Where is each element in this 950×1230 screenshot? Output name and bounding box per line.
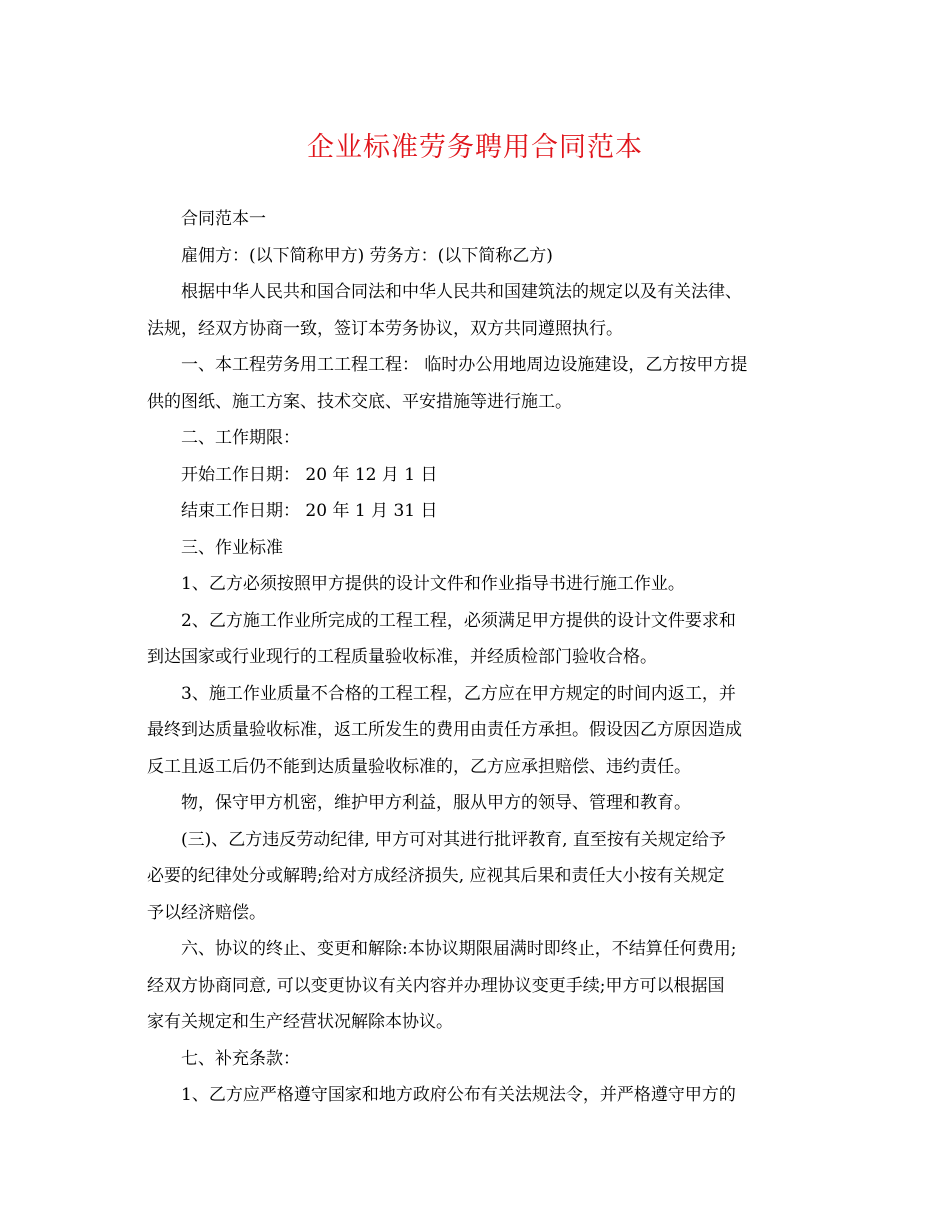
paragraph [147, 493, 807, 530]
paragraph-line: 予以经济赔偿。 [147, 902, 266, 923]
paragraph [147, 822, 807, 932]
paragraph [147, 1041, 807, 1078]
paragraph [147, 931, 807, 1041]
paragraph-line: 法规，经双方协商一致，签订本劳务协议，双方共同遵照执行。 [147, 318, 623, 339]
paragraph [147, 1077, 807, 1114]
paragraph [147, 420, 807, 457]
paragraph-line: 必要的纪律处分或解聘;给对方成经济损失, 应视其后果和责任大小按有关规定 [147, 866, 725, 886]
paragraph-line: (三)、乙方违反劳动纪律, 甲方可对其进行批评教育, 直至按有关规定给予 [181, 829, 726, 850]
paragraph-line: 最终到达质量验收标准，返工所发生的费用由责任方承担。假设因乙方原因造成 [147, 720, 742, 740]
paragraph [147, 785, 807, 822]
paragraph-line: 雇佣方：(以下简称甲方) 劳务方：(以下简称乙方) [181, 245, 553, 266]
paragraph-line: 二、工作期限： [181, 428, 300, 448]
paragraph-line: 1、乙方必须按照甲方提供的设计文件和作业指导书进行施工作业。 [181, 574, 685, 594]
paragraph [147, 566, 807, 603]
paragraph-line: 3、施工作业质量不合格的工程工程，乙方应在甲方规定的时间内返工，并 [181, 683, 736, 704]
paragraph-line: 到达国家或行业现行的工程质量验收标准，并经质检部门验收合格。 [147, 647, 657, 667]
paragraph-line: 经双方协商同意, 可以变更协议有关内容并办理协议变更手续;甲方可以根据国 [147, 975, 725, 996]
paragraph-line: 三、作业标准 [181, 537, 283, 558]
paragraph-line: 六、协议的终止、变更和解除:本协议期限届满时即终止，不结算任何费用; [181, 939, 737, 959]
paragraph-line: 根据中华人民共和国合同法和中华人民共和国建筑法的规定以及有关法律、 [181, 282, 742, 302]
document-body [147, 201, 807, 1114]
paragraph [147, 238, 807, 275]
paragraph [147, 603, 807, 676]
paragraph-line: 开始工作日期： 20 年 12 月 1 日 [181, 464, 438, 485]
paragraph-line: 1、乙方应严格遵守国家和地方政府公布有关法规法令，并严格遵守甲方的 [181, 1085, 736, 1105]
paragraph [147, 530, 807, 567]
paragraph-line: 2、乙方施工作业所完成的工程工程，必须满足甲方提供的设计文件要求和 [181, 610, 736, 631]
paragraph [147, 347, 807, 420]
paragraph [147, 201, 807, 238]
paragraph [147, 457, 807, 494]
paragraph-line: 结束工作日期： 20 年 1 月 31 日 [181, 501, 438, 521]
paragraph-line: 合同范本一 [181, 209, 266, 229]
paragraph [147, 274, 807, 347]
paragraph [147, 676, 807, 786]
paragraph-line: 家有关规定和生产经营状况解除本协议。 [147, 1012, 453, 1032]
paragraph-line: 供的图纸、施工方案、技术交底、平安措施等进行施工。 [147, 391, 572, 412]
paragraph-line: 一、本工程劳务用工工程工程： 临时办公用地周边设施建设，乙方按甲方提 [181, 355, 748, 375]
paragraph-line: 七、补充条款： [181, 1048, 300, 1069]
paragraph-line: 反工且返工后仍不能到达质量验收标准的，乙方应承担赔偿、违约责任。 [147, 756, 691, 777]
paragraph-line: 物，保守甲方机密，维护甲方利益，服从甲方的领导、管理和教育。 [181, 793, 691, 813]
document-title: 企业标准劳务聘用合同范本 [307, 132, 643, 163]
